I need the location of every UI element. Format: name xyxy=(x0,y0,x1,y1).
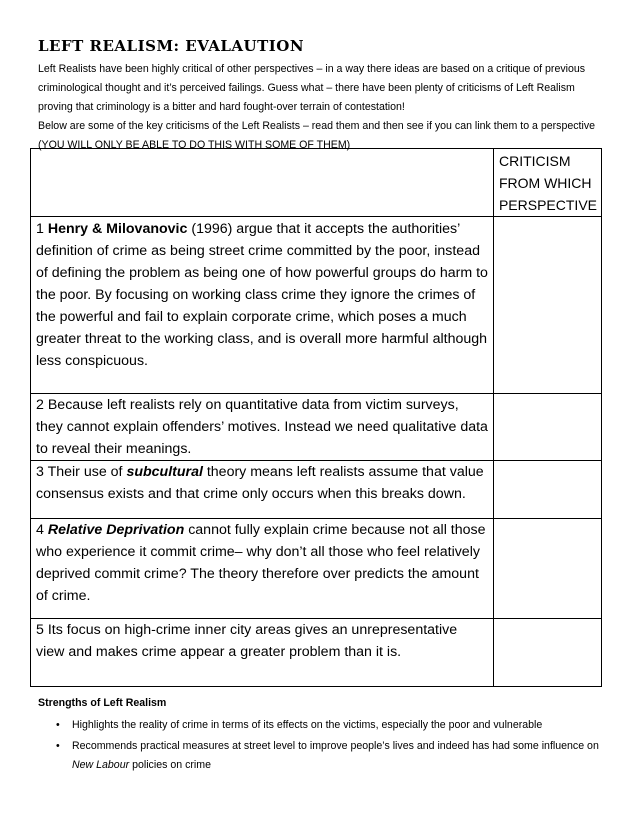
table-row xyxy=(31,394,602,461)
criticism-text: cannot fully explain crime because not all those who experience it commit crime– why don’t all those who feel relatively deprived commit crime? The theory therefore over predicts the amount of crime. xyxy=(36,522,486,604)
strength-emphasis: New Labour xyxy=(72,759,130,771)
criticism-number: 2 xyxy=(36,397,44,413)
criticism-number: 1 xyxy=(36,221,44,237)
table-row xyxy=(31,619,602,687)
criticism-keyword: subcultural xyxy=(126,464,203,480)
strength-text-2-end: policies on crime xyxy=(129,759,211,771)
criticism-keyword: Relative Deprivation xyxy=(47,522,185,538)
perspective-answer-cell-4[interactable] xyxy=(493,519,601,619)
strengths-heading: Strengths of Left Realism xyxy=(38,697,167,709)
strengths-list xyxy=(38,716,608,775)
criticism-author: Henry & Milovanovic xyxy=(47,221,188,237)
criticism-number: 3 xyxy=(36,464,44,480)
criticism-text: Because left realists rely on quantitative data from victim surveys, they cannot explain offenders’ motives. Instead we need qualitative data to reveal their meanings. xyxy=(36,397,488,457)
intro-paragraph-2: Below are some of the key criticisms of the Left Realists – read them and then see if you can link them to a perspective (YOU WILL ONLY BE ABLE TO DO THIS WITH SOME OF THEM) xyxy=(38,120,596,151)
criticism-cell-1 xyxy=(31,217,494,394)
bullet-icon: • xyxy=(56,719,60,731)
criticism-cell-4 xyxy=(31,519,494,619)
strength-text-2: Recommends practical measures at street level to improve people’s lives and indeed has had some influence on xyxy=(72,740,599,752)
criticism-cell-2 xyxy=(31,394,494,461)
list-item xyxy=(38,737,608,775)
criticism-cell-3 xyxy=(31,461,494,519)
header-cell-perspective: CRITICISM FROM WHICH PERSPECTIVE xyxy=(493,149,601,217)
criticism-pre: Their use of xyxy=(47,464,127,480)
criticism-text: (1996) argue that it accepts the authorities’ definition of crime as being street crime committed by the poor, instead of defining the problem as being one of how powerful groups do harm to the poor. By focusing on working class crime they ignore the crimes of the powerful and fail to explain corporate crime, which poses a much greater threat to the working class, and is overall more harmful although less conspicuous. xyxy=(36,221,488,369)
bullet-icon: • xyxy=(56,740,60,752)
strengths-section xyxy=(38,694,608,777)
perspective-answer-cell-1[interactable] xyxy=(493,217,601,394)
perspective-answer-cell-2[interactable] xyxy=(493,394,601,461)
criticism-number: 5 xyxy=(36,622,44,638)
table-header-row xyxy=(31,149,602,217)
table-row xyxy=(31,217,602,394)
header-cell-blank xyxy=(31,149,494,217)
table-row xyxy=(31,519,602,619)
page-title: LEFT REALISM: EVALAUTION xyxy=(38,37,305,55)
criticism-number: 4 xyxy=(36,522,44,538)
intro-text xyxy=(38,60,603,155)
perspective-answer-cell-5[interactable] xyxy=(493,619,601,687)
criticism-cell-5 xyxy=(31,619,494,687)
intro-paragraph-1: Left Realists have been highly critical of other perspectives – in a way there ideas are based on a critique of previous criminological thought and it’s perceived failings. Guess what – there have been plenty of criticisms of Left Realism proving that criminology is a bitter and hard fought-over terrain of contestation! xyxy=(38,63,586,113)
perspective-answer-cell-3[interactable] xyxy=(493,461,601,519)
criticisms-table xyxy=(30,148,602,687)
list-item xyxy=(38,716,608,735)
criticism-text: Its focus on high-crime inner city areas gives an unrepresentative view and makes crime appear a greater problem than it is. xyxy=(36,622,458,660)
table-row xyxy=(31,461,602,519)
strength-text-1: Highlights the reality of crime in terms of its effects on the victims, especially the poor and vulnerable xyxy=(72,719,543,731)
criticism-text: theory means left realists assume that value consensus exists and that crime only occurs when this breaks down. xyxy=(36,464,484,502)
